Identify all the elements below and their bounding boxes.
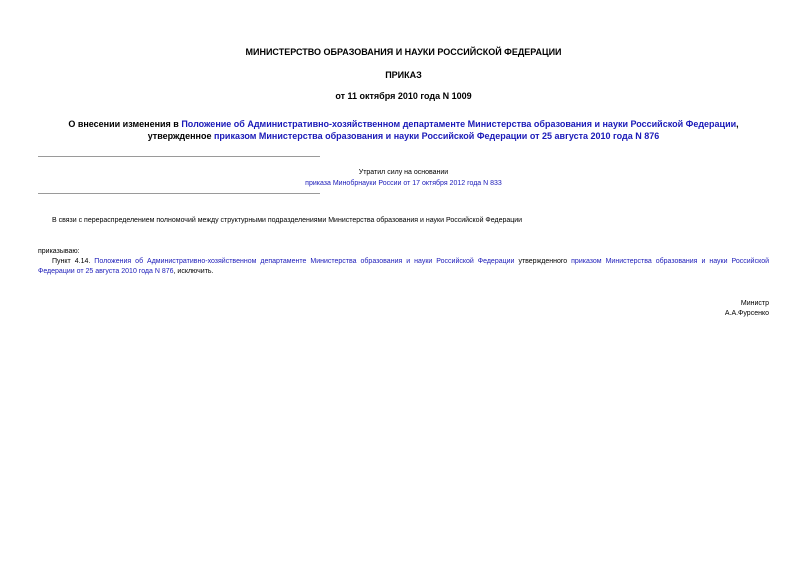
order-word: приказываю: — [38, 248, 80, 255]
intro-paragraph: В связи с перераспределением полномочий между структурными подразделениями Министерства образования и науки Российской Федерации — [52, 217, 523, 224]
point-middle: утвержденного — [514, 258, 572, 265]
status-note-text: Утратил силу на основании — [358, 169, 449, 176]
title-middle: , утвержденное — [147, 119, 739, 141]
point-link-order-876[interactable]: приказом Министерства образования и науки Российской Федерации от 25 августа 2010 года N 876 — [38, 258, 770, 275]
status-note-link[interactable]: приказа Минобрнауки России от 17 октября 2012 года N 833 — [305, 180, 502, 187]
document-title — [38, 118, 769, 142]
divider-top — [38, 156, 320, 157]
document-type: ПРИКАЗ — [385, 70, 422, 80]
point-link-regulation[interactable]: Положения об Административно-хозяйственном департаменте Министерства образования и науки Российской Федерации — [94, 258, 515, 265]
point-paragraph — [38, 257, 769, 277]
point-suffix: , исключить. — [173, 268, 214, 275]
divider-bottom — [38, 193, 320, 194]
document-date-number: от 11 октября 2010 года N 1009 — [335, 91, 472, 101]
title-prefix: О внесении изменения в — [68, 119, 182, 129]
ministry-heading: МИНИСТЕРСТВО ОБРАЗОВАНИЯ И НАУКИ РОССИЙСКОЙ ФЕДЕРАЦИИ — [245, 47, 562, 57]
signature-name: А.А.Фурсенко — [724, 310, 769, 317]
title-link-order-876[interactable]: приказом Министерства образования и науки Российской Федерации от 25 августа 2010 года N 876 — [213, 131, 660, 141]
point-prefix: Пункт 4.14. — [52, 258, 95, 265]
title-link-regulation[interactable]: Положение об Административно-хозяйственном департаменте Министерства образования и науки Российской Федерации — [181, 119, 737, 129]
signature-position: Министр — [740, 300, 769, 307]
